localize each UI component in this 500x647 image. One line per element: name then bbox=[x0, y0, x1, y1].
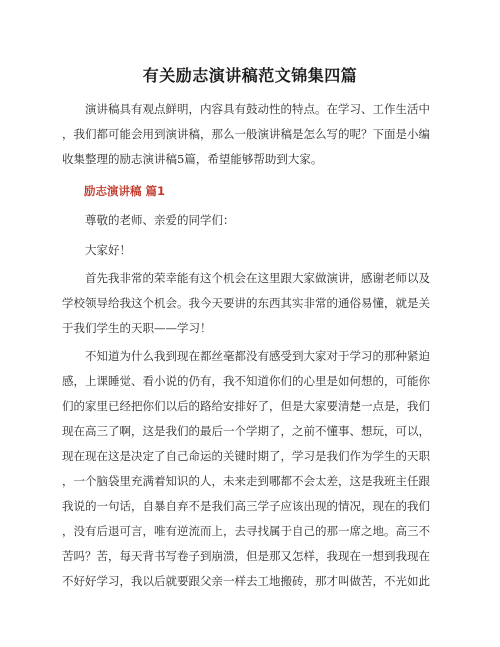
paragraph-line: 学校领导给我这个机会。我今天要讲的东西其实非常的通俗易懂，就是关 bbox=[62, 296, 430, 310]
intro-line: 演讲稿具有观点鲜明，内容具有鼓动性的特点。在学习、工作生活中 bbox=[85, 102, 430, 116]
paragraph-2 bbox=[62, 344, 442, 594]
paragraph-line: 感，上课睡觉、看小说的仍有，我不知道你们的心里是如何想的，可能你 bbox=[62, 374, 430, 388]
paragraph-line: 于我们学生的天职——学习！ bbox=[62, 321, 212, 335]
paragraph-line: ，没有后退可言，唯有逆流而上，去寻找属于自己的那一席之地。高三不 bbox=[62, 524, 430, 538]
greeting bbox=[62, 238, 442, 263]
paragraph-line: 苦吗？苦，每天背书写卷子到崩溃，但是那又怎样，我现在一想到我现在 bbox=[62, 549, 430, 563]
paragraph-line: 不知道为什么我到现在都丝毫都没有感受到大家对于学习的那种紧迫 bbox=[85, 349, 430, 363]
section-heading: 励志演讲稿 篇1 bbox=[84, 184, 166, 198]
paragraph-line: 们的家里已经把你们以后的路给安排好了，但是大家要清楚一点是，我们 bbox=[62, 399, 430, 413]
paragraph-line: 我说的一句话，自暴自弃不是我们高三学子应该出现的情况，现在的我们 bbox=[62, 499, 430, 513]
paragraph-line: ，一个脑袋里充满着知识的人，未来走到哪都不会太差，这是我班主任跟 bbox=[62, 474, 430, 488]
salutation bbox=[62, 208, 442, 233]
salutation-text: 尊敬的老师、亲爱的同学们： bbox=[85, 213, 235, 227]
intro-paragraph bbox=[62, 97, 442, 172]
intro-line: ，我们都可能会用到演讲稿，那么一般演讲稿是怎么写的呢？下面是小编 bbox=[62, 127, 430, 141]
paragraph-line: 不好好学习，我以后就要跟父亲一样去工地搬砖，那才叫做苦，不光如此 bbox=[62, 574, 430, 588]
document-title: 有关励志演讲稿范文锦集四篇 bbox=[142, 66, 358, 85]
paragraph-line: 首先我非常的荣幸能有这个机会在这里跟大家做演讲，感谢老师以及 bbox=[85, 271, 430, 285]
greeting-text: 大家好！ bbox=[85, 243, 131, 257]
paragraph-line: 现在高三了啊，这是我们的最后一个学期了，之前不懂事、想玩，可以， bbox=[62, 424, 430, 438]
paragraph-line: 现在现在这是决定了自己命运的关键时期了，学习是我们作为学生的天职 bbox=[62, 449, 430, 463]
paragraph-1 bbox=[62, 266, 442, 341]
intro-line: 收集整理的励志演讲稿5篇，希望能够帮助到大家。 bbox=[62, 152, 323, 166]
